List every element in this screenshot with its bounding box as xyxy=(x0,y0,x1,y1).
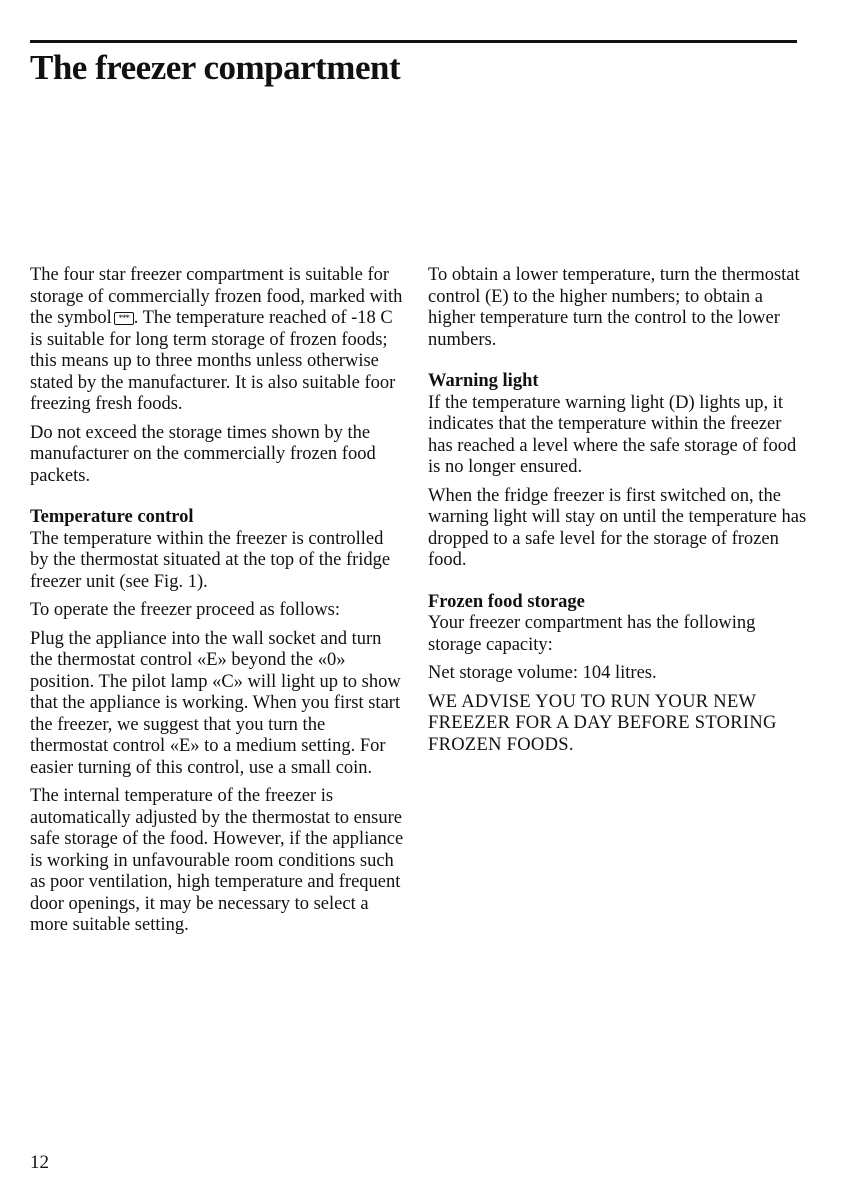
thermostat-location-paragraph: The temperature within the freezer is controlled by the thermostat situated at the top of the fridge freezer unit (see Fig. 1). xyxy=(30,528,391,592)
intro-text-a: The four star freezer compartment is suitable for storage of commercially frozen food, marked with the symbol xyxy=(30,265,403,328)
warning-light-paragraph: If the temperature warning light (D) lights up, it indicates that the temperature within the freezer has reached a level where the safe storage of food is no longer ensured. xyxy=(428,392,797,477)
warning-light-startup-paragraph: When the fridge freezer is first switched on, the warning light will stay on until the temperature has dropped to a safe level for the storage of frozen food. xyxy=(428,485,807,570)
operate-steps-paragraph: Plug the appliance into the wall socket and turn the thermostat control «E» beyond the «0» position. The pilot lamp «C» will light up to show that the appliance is working. When you first start the freezer, we suggest that you turn the thermostat control «E» to a medium setting. For easier turning of this control, use a small coin. xyxy=(30,628,401,778)
advice-paragraph: WE ADVISE YOU TO RUN YOUR NEW FREEZER FOR A DAY BEFORE STORING FROZEN FOODS. xyxy=(428,691,777,755)
intro-text-b: . The temperature reached of -18 C is suitable for long term storage of frozen foods; this means up to three months unless otherwise stated by the manufacturer. It is also suitable foor freezing fresh foods. xyxy=(30,308,396,414)
page-title: The freezer compartment xyxy=(30,48,401,87)
right-column xyxy=(428,265,808,763)
frozen-food-storage-heading: Frozen food storage xyxy=(428,591,585,612)
operate-intro-paragraph: To operate the freezer proceed as follows: xyxy=(30,600,340,620)
page-number: 12 xyxy=(30,1152,49,1173)
lower-temperature-paragraph: To obtain a lower temperature, turn the thermostat control (E) to the higher numbers; to obtain a higher temperature turn the control to the lower numbers. xyxy=(428,265,800,350)
temperature-control-heading: Temperature control xyxy=(30,507,194,527)
storage-capacity-paragraph: Your freezer compartment has the following storage capacity: xyxy=(428,613,756,655)
warning-light-heading: Warning light xyxy=(428,371,539,391)
left-column xyxy=(30,265,405,944)
intro-paragraph xyxy=(30,265,405,416)
internal-temperature-paragraph: The internal temperature of the freezer is automatically adjusted by the thermostat to ensure safe storage of the food. However, if the appliance is working in unfavourable room conditions such as poor ventilation, high temperature and frequent door openings, it may be necessary to select a more suitable setting. xyxy=(30,786,404,935)
storage-times-paragraph: Do not exceed the storage times shown by the manufacturer on the commercially frozen food packets. xyxy=(30,422,376,486)
net-storage-volume: Net storage volume: 104 litres. xyxy=(428,663,657,683)
title-rule xyxy=(30,40,797,43)
four-star-freezer-icon: *** xyxy=(114,312,134,325)
